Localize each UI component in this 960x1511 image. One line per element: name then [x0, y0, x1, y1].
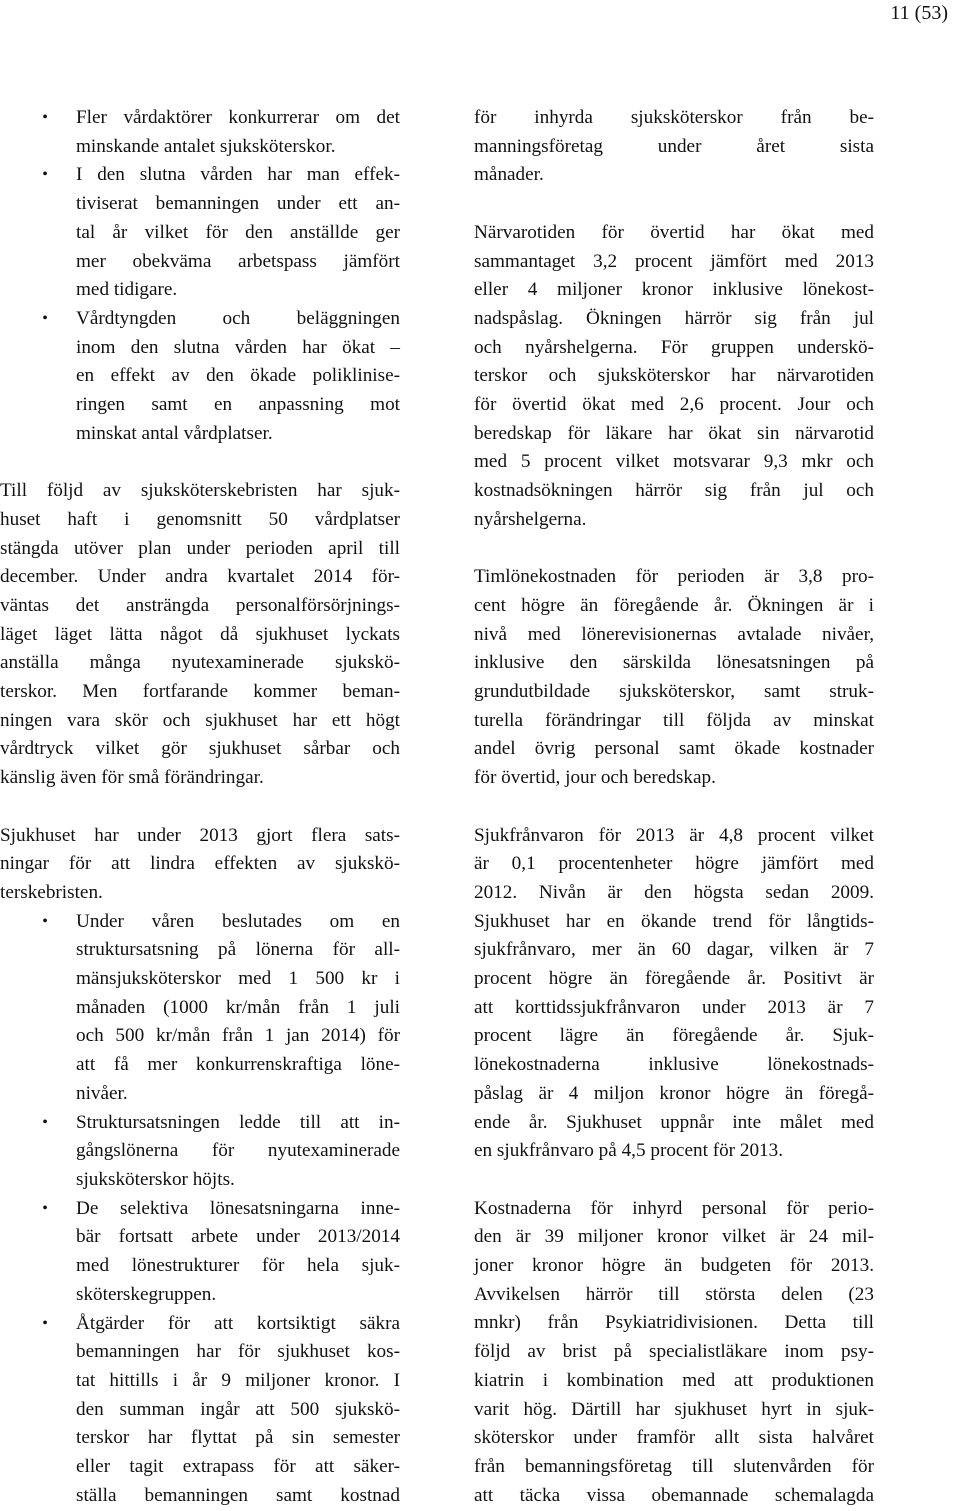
text-line: kostnadsökningen härrör sig från jul och: [474, 480, 874, 502]
text-line: är 0,1 procentenheter högre jämfört med: [474, 853, 874, 875]
bullet-item: [0, 908, 400, 1109]
text-line: Avvikelsen härrör till största delen (23: [474, 1283, 874, 1305]
text-line: mer obekväma arbetspass jämfört: [76, 250, 400, 272]
text-line: för övertid, jour och beredskap.: [474, 767, 716, 789]
text-line: med lönestrukturer för hela sjuk-: [76, 1255, 400, 1277]
text-line: december. Under andra kvartalet 2014 för-: [0, 566, 400, 588]
text-line: grundutbildade sjuksköterskor, samt struk-: [474, 681, 874, 703]
text-line: sköterskegruppen.: [76, 1283, 217, 1305]
text-line: bär fortsatt arbete under 2013/2014: [76, 1226, 400, 1248]
text-line: stängda utöver plan under perioden april till: [0, 537, 400, 559]
text-line: procent högre än föregående år. Positivt är: [474, 968, 874, 990]
text-line: från bemanningsföretag till slutenvården för: [474, 1455, 874, 1477]
text-line: 2012. Nivån är den högsta sedan 2009.: [474, 881, 874, 903]
text-line: för inhyrda sjuksköterskor från be-: [474, 107, 874, 128]
bullet-icon: •: [42, 309, 48, 327]
text-line: månader.: [474, 164, 544, 186]
text-line: cent högre än föregående år. Ökningen är i: [474, 594, 874, 616]
bullet-icon: •: [42, 1113, 48, 1131]
right-column: [474, 104, 874, 1510]
bullet-item: [0, 104, 400, 161]
text-line: inom den slutna vården har ökat –: [76, 336, 400, 358]
text-line: nivåer.: [76, 1082, 128, 1104]
text-line: inklusive den särskilda lönesatsningen på: [474, 652, 874, 674]
text-line: manningsföretag under året sista: [474, 135, 874, 157]
text-line: för övertid ökat med 2,6 procent. Jour och: [474, 394, 874, 416]
paragraph: [0, 822, 400, 908]
text-line: andel övrig personal samt ökade kostnader: [474, 738, 874, 760]
text-line: väntas det ansträngda personalförsörjnings-: [0, 594, 400, 616]
text-line: och nyårshelgerna. För gruppen underskö-: [474, 336, 874, 358]
text-line: joner kronor högre än budgeten för 2013.: [474, 1255, 874, 1277]
text-line: Timlönekostnaden för perioden är 3,8 pro-: [474, 566, 874, 588]
text-line: ningen vara skör och sjukhuset har ett högt: [0, 709, 400, 731]
text-line: procent lägre än föregående år. Sjuk-: [474, 1025, 874, 1047]
text-line: tat hittills i år 9 miljoner kronor. I: [76, 1369, 400, 1391]
text-line: Kostnaderna för inhyrd personal för perio-: [474, 1197, 874, 1219]
text-line: Sjukhuset har under 2013 gjort flera sats-: [0, 824, 400, 846]
text-line: Närvarotiden för övertid har ökat med: [474, 221, 874, 243]
text-line: påslag är 4 miljon kronor högre än föregå-: [474, 1082, 874, 1104]
text-line: nadspåslag. Ökningen härrör sig från jul: [474, 307, 874, 329]
text-line: terskebristen.: [0, 881, 103, 903]
text-line: en effekt av den ökade poliklinise-: [76, 365, 400, 387]
text-line: att täcka vissa obemannade schemalagda: [474, 1484, 874, 1506]
text-line: Struktursatsningen ledde till att in-: [76, 1111, 400, 1133]
text-line: lönekostnaderna inklusive lönekostnads-: [474, 1054, 874, 1076]
text-line: terskor har flyttat på sin semester: [76, 1427, 400, 1449]
text-line: I den slutna vården har man effek-: [76, 164, 400, 186]
paragraph: [474, 1195, 874, 1511]
text-line: att korttidssjukfrånvaron under 2013 är 7: [474, 996, 874, 1018]
bullet-icon: •: [42, 1314, 48, 1332]
bullet-list: [0, 908, 400, 1511]
text-line: en sjukfrånvaro på 4,5 procent för 2013.: [474, 1140, 784, 1162]
text-line: De selektiva lönesatsningarna inne-: [76, 1197, 400, 1219]
text-line: turella förändringar till följda av minskat: [474, 709, 874, 731]
paragraph: [474, 104, 874, 190]
text-line: att få mer konkurrenskraftiga löne-: [76, 1054, 400, 1076]
text-line: ende år. Sjukhuset uppnår inte målet med: [474, 1111, 874, 1133]
text-line: terskor och sjuksköterskor har närvarotiden: [474, 365, 874, 387]
text-line: och 500 kr/mån från 1 jan 2014) för: [76, 1025, 400, 1047]
text-line: struktursatsning på lönerna för all-: [76, 939, 400, 961]
bullet-icon: •: [42, 912, 48, 930]
text-line: eller 4 miljoner kronor inklusive lönekost-: [474, 279, 874, 301]
text-line: mänsjuksköterskor med 1 500 kr i: [76, 968, 400, 990]
text-line: sjukfrånvaro, mer än 60 dagar, vilken är 7: [474, 939, 874, 961]
text-line: huset haft i genomsnitt 50 vårdplatser: [0, 508, 400, 530]
text-line: känslig även för små förändringar.: [0, 767, 264, 789]
text-line: den summan ingår att 500 sjukskö-: [76, 1398, 400, 1420]
text-line: gångslönerna för nyutexaminerade: [76, 1140, 400, 1162]
text-line: Vårdtyngden och beläggningen: [76, 307, 400, 329]
text-line: sammantaget 3,2 procent jämfört med 2013: [474, 250, 874, 272]
paragraph: [474, 219, 874, 535]
page-number: 11 (53): [890, 2, 948, 24]
paragraph: [474, 563, 874, 793]
bullet-item: [0, 1109, 400, 1195]
text-line: Åtgärder för att kortsiktigt säkra: [76, 1312, 400, 1334]
text-line: terskor. Men fortfarande kommer beman-: [0, 681, 400, 703]
text-line: nivå med lönerevisionernas avtalade nivåer,: [474, 623, 874, 645]
text-line: Sjukhuset har en ökande trend för långtids-: [474, 910, 874, 932]
text-line: sköterskor under framför allt sista halvåret: [474, 1427, 874, 1449]
text-line: minskat antal vårdplatser.: [76, 422, 273, 444]
text-line: tiviserat bemanningen under ett an-: [76, 193, 400, 215]
text-line: sjuksköterskor höjts.: [76, 1168, 235, 1190]
bullet-icon: •: [42, 166, 48, 184]
text-line: läget läget lätta något då sjukhuset lyckats: [0, 623, 400, 645]
text-line: ningar för att lindra effekten av sjukskö-: [0, 853, 400, 875]
text-line: med 5 procent vilket motsvarar 9,3 mkr och: [474, 451, 874, 473]
text-line: eller tagit extrapass för att säker-: [76, 1456, 400, 1478]
text-line: Under våren beslutades om en: [76, 910, 400, 932]
text-line: Sjukfrånvaron för 2013 är 4,8 procent vilket: [474, 824, 874, 846]
text-line: nyårshelgerna.: [474, 508, 587, 530]
bullet-item: [0, 1195, 400, 1310]
text-line: den är 39 miljoner kronor vilket är 24 mil-: [474, 1226, 874, 1248]
text-line: följd av brist på specialistläkare inom psy-: [474, 1341, 874, 1363]
text-line: Till följd av sjuksköterskebristen har sjuk-: [0, 480, 400, 502]
left-column: [0, 104, 400, 1510]
text-line: ställa bemanningen samt kostnad: [76, 1484, 400, 1506]
text-line: bemanningen har för sjukhuset kos-: [76, 1341, 400, 1363]
text-line: ringen samt en anpassning mot: [76, 394, 400, 416]
text-line: anställa många nyutexaminerade sjukskö-: [0, 652, 400, 674]
text-line: mnkr) från Psykiatridivisionen. Detta till: [474, 1312, 874, 1334]
paragraph: [0, 477, 400, 793]
text-line: vårdtryck vilket gör sjukhuset sårbar och: [0, 738, 400, 760]
text-line: med tidigare.: [76, 279, 178, 301]
bullet-icon: •: [42, 109, 48, 126]
bullet-list: [0, 104, 400, 448]
text-line: tal år vilket för den anställde ger: [76, 221, 400, 243]
bullet-item: [0, 1310, 400, 1511]
bullet-item: [0, 161, 400, 305]
text-line: kiatrin i kombination med att produktionen: [474, 1369, 874, 1391]
text-line: varit hög. Därtill har sjukhuset hyrt in sjuk-: [474, 1398, 874, 1420]
paragraph: [474, 822, 874, 1166]
text-line: beredskap för läkare har ökat sin närvarotid: [474, 422, 874, 444]
text-line: Fler vårdaktörer konkurrerar om det: [76, 107, 400, 128]
text-line: minskande antalet sjuksköterskor.: [76, 135, 336, 157]
bullet-icon: •: [42, 1199, 48, 1217]
text-line: månaden (1000 kr/mån från 1 juli: [76, 996, 400, 1018]
bullet-item: [0, 305, 400, 449]
